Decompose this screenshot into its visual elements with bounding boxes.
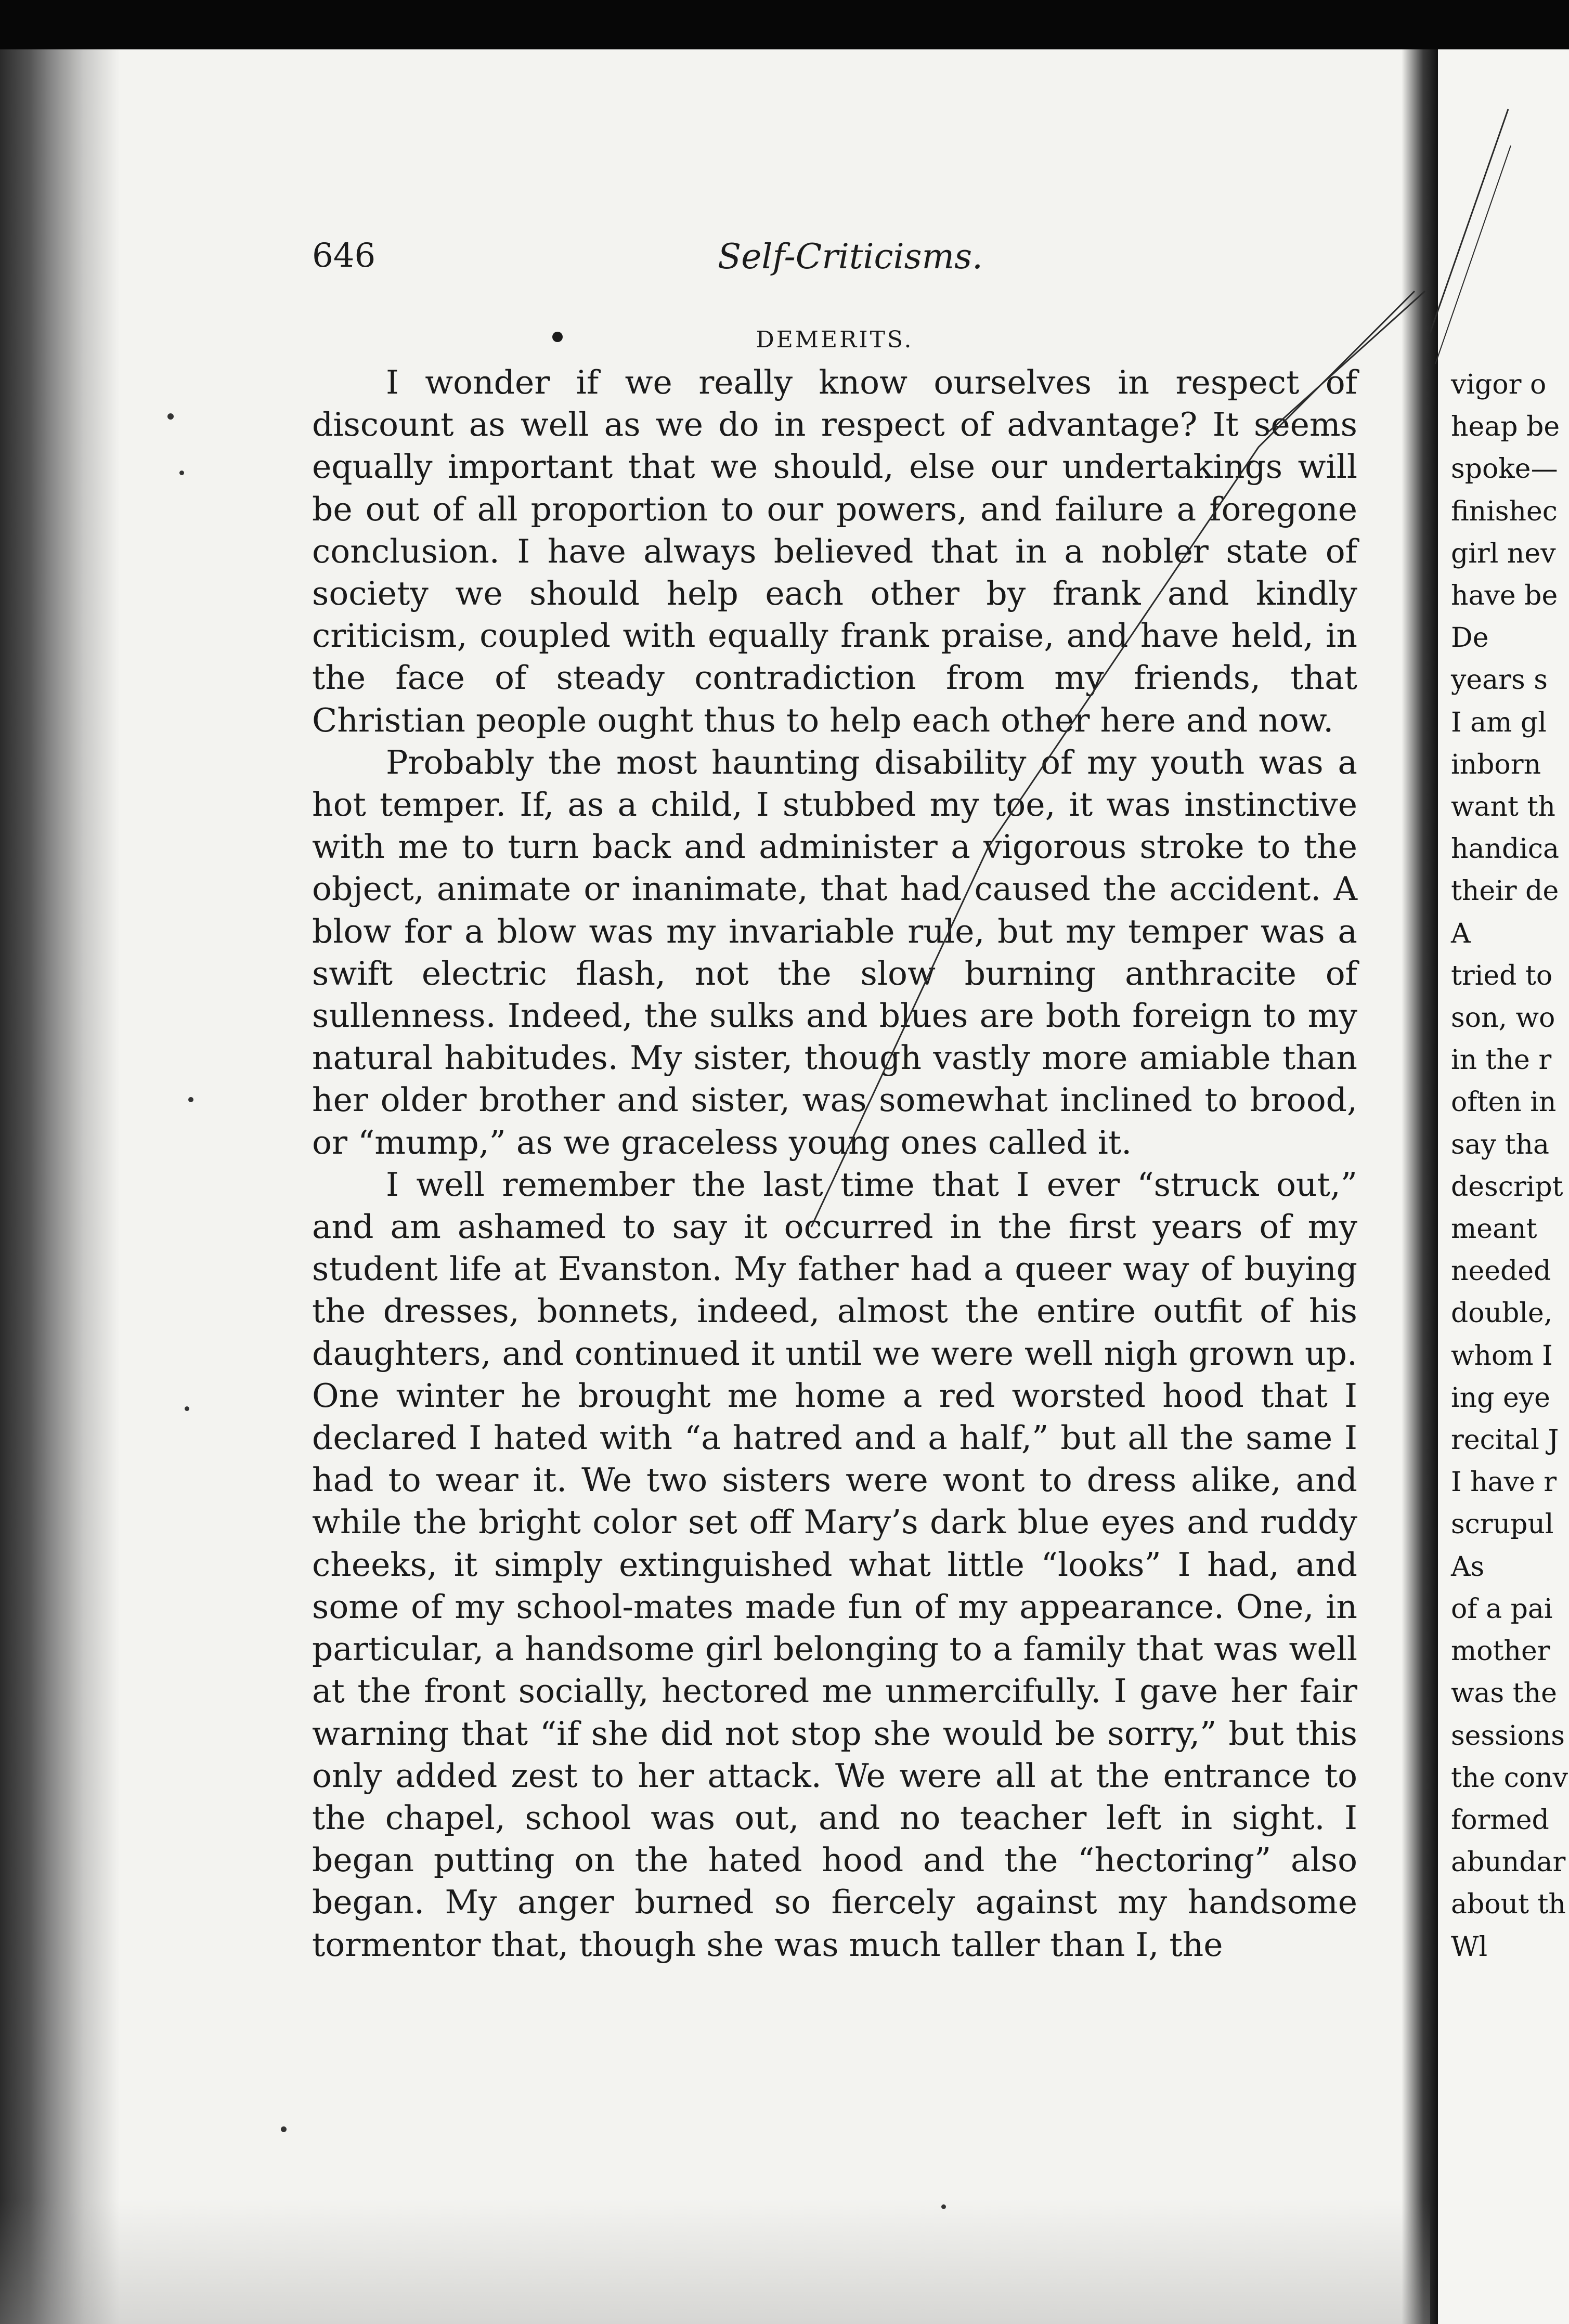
facing-page-line: years s <box>1451 664 1548 696</box>
ink-speck <box>179 471 184 475</box>
facing-page-line: As <box>1451 1551 1485 1583</box>
facing-page-line: A <box>1451 918 1471 949</box>
facing-page-line: finishec <box>1451 495 1558 527</box>
facing-page-line: son, wo <box>1451 1002 1555 1034</box>
facing-page-line: about th <box>1451 1889 1566 1921</box>
facing-page-line: often in <box>1451 1087 1557 1118</box>
facing-page-line: Wl <box>1451 1931 1488 1963</box>
facing-page-line: inborn <box>1451 749 1541 780</box>
section-heading: DEMERITS. <box>756 327 914 353</box>
ink-speck <box>188 1097 193 1102</box>
facing-page-line: meant <box>1451 1213 1537 1245</box>
facing-page-line: descript <box>1451 1171 1563 1203</box>
facing-page-line: say tha <box>1451 1129 1549 1160</box>
facing-page-line: I have r <box>1451 1467 1557 1498</box>
facing-page-line: mother <box>1451 1636 1550 1667</box>
facing-page-line: I am gl <box>1451 707 1547 738</box>
facing-page-line: needed <box>1451 1256 1551 1287</box>
facing-page-text <box>1451 364 1568 1968</box>
facing-page <box>1438 49 1569 2324</box>
paragraph: I well remember the last time that I ever “struck out,” and am ashamed to say it occurred in the first years of my student life at Evanston. My father had a queer way of buying the dresses, bonnets, indeed, almost the entire outfit of his daughters, and continued it until we were well nigh grown up. One winter he brought me home a red worsted hood that I declared I hated with “a hatred and a half,” but all the same I had to wear it. We two sisters were wont to dress alike, and while the bright color set off Mary’s dark blue eyes and ruddy cheeks, it simply extinguished what little “looks” I had, and some of my school-mates made fun of my appearance. One, in particular, a handsome girl belonging to a family that was well at the front socially, hectored me unmercifully. I gave her fair warning that “if she did not stop she would be sorry,” but this only added zest to her attack. We were all at the entrance to the chapel, school was out, and no teacher left in sight. I began putting on the hated hood and the “hectoring” also began. My anger burned so fiercely against my handsome tormentor that, though she was much taller than I, the <box>312 1165 1357 1964</box>
facing-page-line: handica <box>1451 833 1560 865</box>
ink-speck <box>185 1406 189 1411</box>
facing-page-line: abundar <box>1451 1847 1566 1878</box>
facing-page-line: recital J <box>1451 1425 1559 1456</box>
book-spine-shadow <box>0 49 120 2324</box>
facing-page-line: was the <box>1451 1678 1557 1709</box>
page-number: 646 <box>312 237 376 275</box>
paragraph: Probably the most haunting disability of my youth was a hot temper. If, as a child, I stubbed my toe, it was instinctive with me to turn back and administer a vigorous stroke to the object, animate or inanimate, that had caused the accident. A blow for a blow was my invariable rule, but my temper was a swift electric flash, not the slow burning anthracite of sullenness. Indeed, the sulks and blues are both foreign to my natural habitudes. My sister, though vastly more amiable than her older brother and sister, was somewhat inclined to brood, or “mump,” as we graceless young ones called it. <box>312 743 1357 1161</box>
page-gutter-shadow <box>1402 49 1438 2324</box>
facing-page-line: heap be <box>1451 411 1560 443</box>
facing-page-line: have be <box>1451 580 1558 612</box>
facing-page-line: formed <box>1451 1804 1549 1836</box>
running-title: Self-Criticisms. <box>718 237 983 277</box>
facing-page-line: of a pai <box>1451 1593 1553 1625</box>
facing-page-line: their de <box>1451 876 1559 907</box>
facing-page-line: want th <box>1451 791 1555 823</box>
facing-page-line: tried to <box>1451 960 1553 991</box>
facing-page-line: vigor o <box>1451 369 1547 400</box>
body-text <box>312 361 1357 1966</box>
facing-page-line: the conv <box>1451 1762 1568 1794</box>
page-bottom-shade <box>0 2199 1430 2324</box>
facing-page-line: ing eye <box>1451 1382 1550 1414</box>
page-header <box>312 237 1357 283</box>
facing-page-line: in the r <box>1451 1045 1552 1076</box>
scan-top-border <box>0 0 1569 49</box>
facing-page-line: De <box>1451 622 1489 654</box>
facing-page-line: scrupul <box>1451 1509 1554 1540</box>
facing-page-line: spoke— <box>1451 453 1558 485</box>
ink-speck <box>167 413 174 420</box>
facing-page-line: sessions <box>1451 1720 1565 1752</box>
facing-page-line: whom I <box>1451 1340 1553 1372</box>
ink-speck <box>941 2204 946 2209</box>
facing-page-line: girl nev <box>1451 538 1556 569</box>
ink-speck <box>281 2126 287 2132</box>
paragraph: I wonder if we really know ourselves in respect of discount as well as we do in respect of advantage? It seems equally important that we should, else our undertakings will be out of all proportion to our powers, and failure a foregone conclusion. I have always believed that in a nobler state of society we should help each other by frank and kindly criticism, coupled with equally frank praise, and have held, in the face of steady contradiction from my friends, that Christian people ought thus to help each other here and now. <box>312 363 1357 739</box>
facing-page-line: double, <box>1451 1298 1553 1329</box>
